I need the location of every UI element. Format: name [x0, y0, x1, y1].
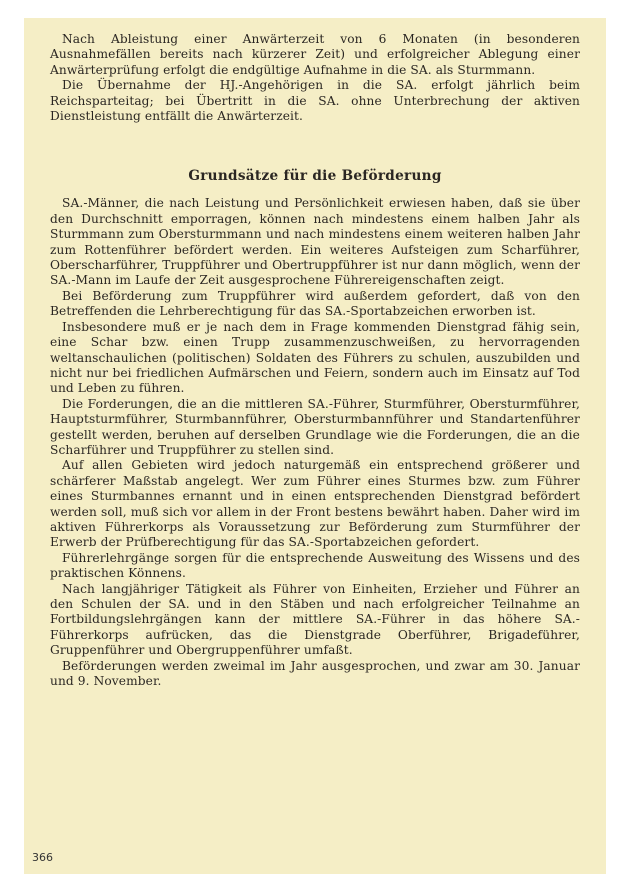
page-number: 366: [32, 851, 53, 864]
promotion-section: [50, 196, 580, 689]
paragraph: Auf allen Gebieten wird jedoch naturgemäß ein entsprechend größerer und schärferer Maßstab angelegt. Wer zum Führer eines Sturmes bzw. zum Führer eines Sturmbannes ernannt und in einen entsprechenden Dienstgrad befördert werden soll, muß sich vor allem in der Front bestens bewährt haben. Daher wird im aktiven Führerkorps als Voraussetzung zur Beförderung zum Sturmführer der Erwerb der Prüfberechtigung für das SA.-Sportabzeichen gefordert.: [50, 458, 580, 550]
paragraph: Insbesondere muß er je nach dem in Frage kommenden Dienstgrad fähig sein, eine Schar bzw. einen Trupp zusammenzuschweißen, zu hervorragenden weltanschaulichen (politischen) Soldaten des Führers zu schulen, auszubilden und nicht nur bei friedlichen Aufmärschen und Feiern, sondern auch im Einsatz auf Tod und Leben zu führen.: [50, 319, 580, 396]
paragraph: Die Übernahme der HJ.-Angehörigen in die SA. erfolgt jährlich beim Reichsparteitag; bei Übertritt in die SA. ohne Unterbrechung der aktiven Dienstleistung entfällt die Anwärterzeit.: [50, 78, 580, 124]
document-page: [24, 18, 606, 874]
paragraph: SA.-Männer, die nach Leistung und Persönlichkeit erwiesen haben, daß sie über den Durchschnitt emporragen, können nach mindestens einem halben Jahr als Sturmmann zum Obersturmmann und nach mindestens einem weiteren halben Jahr zum Rottenführer befördert werden. Ein weiteres Aufsteigen zum Scharführer, Oberscharführer, Truppführer und Obertruppführer ist nur dann möglich, wenn der SA.-Mann im Laufe der Zeit ausgesprochene Führereigenschaften zeigt.: [50, 196, 580, 288]
paragraph: Beförderungen werden zweimal im Jahr ausgesprochen, und zwar am 30. Januar und 9. November.: [50, 658, 580, 689]
section-heading: Grundsätze für die Beförderung: [188, 168, 442, 185]
paragraph: Die Forderungen, die an die mittleren SA.-Führer, Sturmführer, Obersturmführer, Hauptsturmführer, Sturmbannführer, Obersturmbannführer und Standartenführer gestellt werden, beruhen auf derselben Grundlage wie die Forderungen, die an die Scharführer und Truppführer zu stellen sind.: [50, 396, 580, 457]
paragraph: Nach Ableistung einer Anwärterzeit von 6 Monaten (in besonderen Ausnahmefällen bereits nach kürzerer Zeit) und erfolgreicher Ablegung einer Anwärterprüfung erfolgt die endgültige Aufnahme in die SA. als Sturmmann.: [50, 32, 580, 77]
intro-section: [50, 32, 580, 124]
paragraph: Nach langjähriger Tätigkeit als Führer von Einheiten, Erzieher und Führer an den Schulen der SA. und in den Stäben und nach erfolgreicher Teilnahme an Fortbildungslehrgängen kann der mittlere SA.-Führer in das höhere SA.-Führerkorps aufrücken, das die Dienstgrade Oberführer, Brigadeführer, Gruppenführer und Obergruppenführer umfaßt.: [50, 581, 580, 658]
paragraph: Bei Beförderung zum Truppführer wird außerdem gefordert, daß von den Betreffenden die Lehrberechtigung für das SA.-Sportabzeichen erworben ist.: [50, 288, 580, 319]
paragraph: Führerlehrgänge sorgen für die entsprechende Ausweitung des Wissens und des praktischen Könnens.: [50, 550, 580, 581]
